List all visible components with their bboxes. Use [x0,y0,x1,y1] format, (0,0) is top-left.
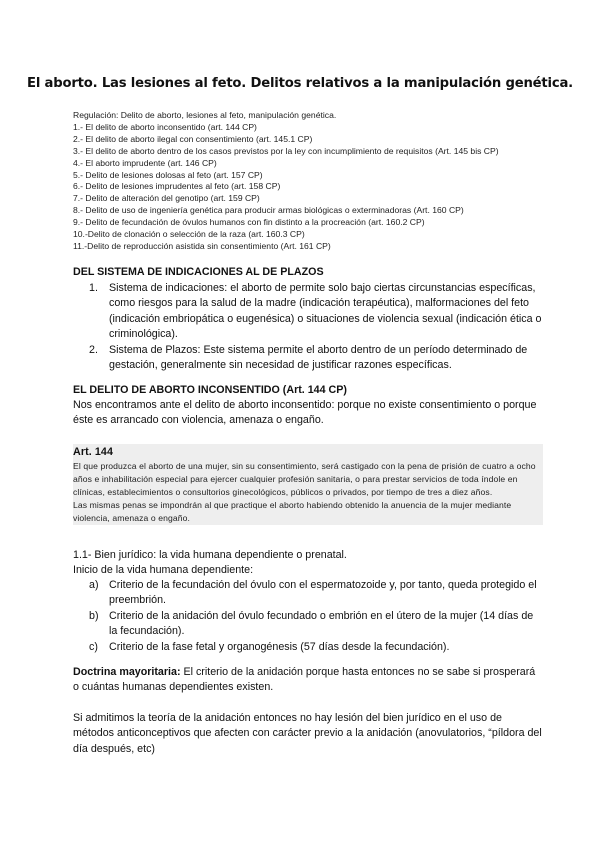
article-heading: Art. 144 [73,446,114,458]
list-number: 1. [89,282,98,294]
regulation-heading: Regulación: Delito de aborto, lesiones al feto, manipulación genética. [73,110,337,120]
list-letter: c) [89,640,98,653]
list-item [73,578,543,609]
doctrina-paragraph [73,665,543,696]
list-item: 4.- El aborto imprudente (art. 146 CP) [73,157,217,168]
page-title: El aborto. Las lesiones al feto. Delitos relativos a la manipulación genética. [27,76,573,91]
list-text: Criterio de la fecundación del óvulo con el espermatozoide y, por tanto, queda protegido el preembrión. [109,579,537,607]
list-item: 2.- El delito de aborto ilegal con consentimiento (art. 145.1 CP) [73,133,313,144]
article-144-block [73,444,543,525]
list-text: Sistema de Plazos: Este sistema permite el aborto dentro de un período determinado de gestación, generalmente sin necesidad de justificar razones específicas. [109,343,528,372]
list-number: 2. [89,343,98,356]
list-item: 6.- Delito de lesiones imprudentes al feto (art. 158 CP) [73,181,281,192]
doctrina-text: El criterio de la anidación porque hasta entonces no se sabe si prosperará o cuántas humanas dependientes existen. [73,666,536,694]
list-item: 1.- El delito de aborto inconsentido (art. 144 CP) [73,121,257,132]
inicio-vida-line: Inicio de la vida humana dependiente: [73,564,254,576]
final-paragraph: Si admitimos la teoría de la anidación entonces no hay lesión del bien jurídico en el uso de métodos anticonceptivos que afecten con carácter previo a la anidación (anovulatorios, “píldora del día después, etc) [73,712,542,755]
article-paragraph: El que produzca el aborto de una mujer, sin su consentimiento, será castigado con la pena de prisión de cuatro a ocho años e inhabilitación especial para ejercer cualquier profesión sanitaria, o para prestar servicios de toda índole en clínicas, establecimientos o consultorios ginecológicos, públicos o privados, por tiempo de tres a diez años. [73,461,536,497]
list-item [73,640,543,655]
list-text: Sistema de indicaciones: el aborto de permite solo bajo ciertas circunstancias específicas, como riesgos para la salud de la madre (indicación terapéutica), malformaciones del feto (indicación embriopática o eugenésica) o situaciones de violencia sexual (indicación ética o criminológica). [109,282,542,341]
bien-juridico-line: 1.1- Bien jurídico: la vida humana dependiente o prenatal. [73,549,347,561]
inconsentido-text: Nos encontramos ante el delito de aborto inconsentido: porque no existe consentimiento o porque éste es arrancado con violencia, amenaza o engaño. [73,399,537,427]
section-heading-inconsentido: EL DELITO DE ABORTO INCONSENTIDO (Art. 144 CP) [73,384,347,396]
list-item: 3.- El delito de aborto dentro de los casos previstos por la ley con incumplimiento de requisitos (Art. 145 bis CP) [73,145,499,156]
list-letter: a) [89,579,99,591]
list-text: Criterio de la anidación del óvulo fecundado o embrión en el útero de la mujer (14 días de la fecundación). [109,609,534,638]
article-paragraph: Las mismas penas se impondrán al que practique el aborto habiendo obtenido la anuencia de la mujer mediante violencia, amenaza o engaño. [73,500,512,523]
list-item: 8.- Delito de uso de ingeniería genética para producir armas biológicas o exterminadoras (Art. 160 CP) [73,205,464,216]
list-item: 5.- Delito de lesiones dolosas al feto (art. 157 CP) [73,169,263,180]
list-item: 10.-Delito de clonación o selección de la raza (art. 160.3 CP) [73,229,305,240]
list-item [73,343,543,374]
list-item: 7.- Delito de alteración del genotipo (art. 159 CP) [73,193,260,204]
list-item [73,281,543,343]
list-item [73,609,543,640]
list-item: 11.-Delito de reproducción asistida sin consentimiento (Art. 161 CP) [73,240,331,251]
doctrina-label: Doctrina mayoritaria: [73,666,181,678]
list-text: Criterio de la fase fetal y organogénesis (57 días desde la fecundación). [109,640,450,653]
section-heading-sistema: DEL SISTEMA DE INDICACIONES AL DE PLAZOS [73,266,324,278]
list-letter: b) [89,609,99,622]
regulation-list [73,110,573,253]
list-item: 9.- Delito de fecundación de óvulos humanos con fin distinto a la procreación (art. 160.2 CP) [73,217,425,228]
criteria-list [73,578,543,655]
sistema-list [73,281,543,373]
